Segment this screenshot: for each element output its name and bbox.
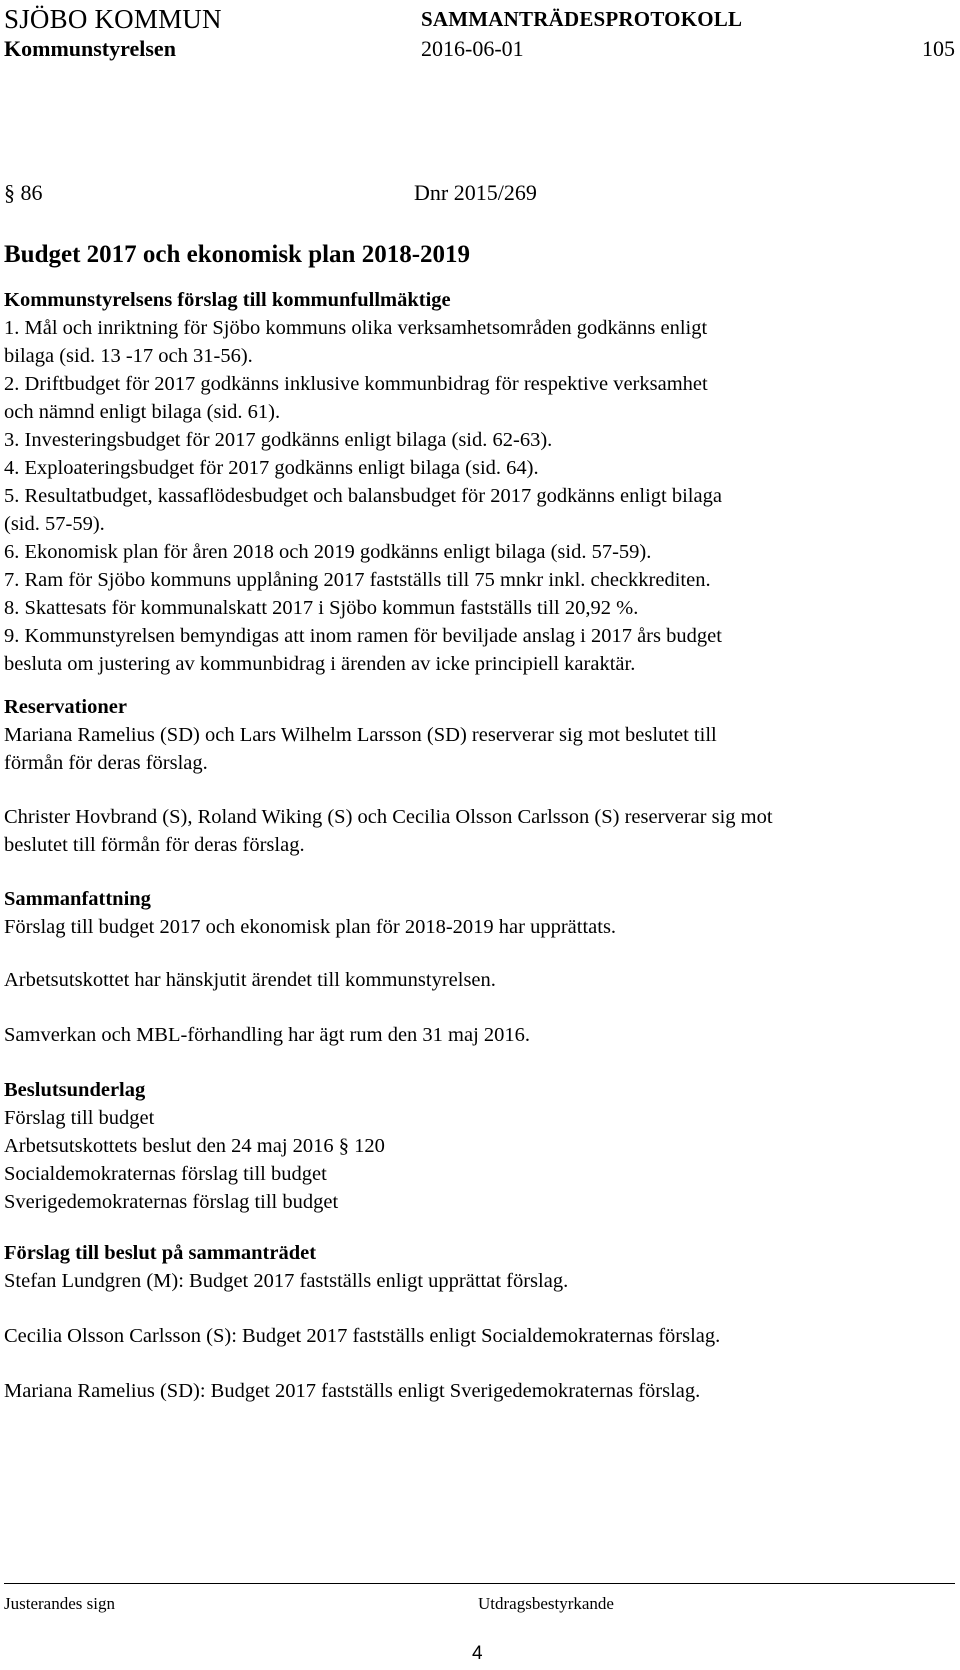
proposal-line: besluta om justering av kommunbidrag i ärenden av icke principiell karaktär. xyxy=(4,653,636,675)
summary-block xyxy=(4,885,954,941)
diary-number: Dnr 2015/269 xyxy=(414,180,537,205)
reservation-line: Christer Hovbrand (S), Roland Wiking (S) och Cecilia Olsson Carlsson (S) reserverar sig mot xyxy=(4,806,773,828)
motions-block-2 xyxy=(4,1322,954,1350)
proposal-heading: Kommunstyrelsens förslag till kommunfullmäktige xyxy=(4,289,451,311)
proposal-line: 1. Mål och inriktning för Sjöbo kommuns olika verksamhetsområden godkänns enligt xyxy=(4,317,708,339)
summary-text: Förslag till budget 2017 och ekonomisk plan för 2018-2019 har upprättats. xyxy=(4,916,617,938)
basis-item: Arbetsutskottets beslut den 24 maj 2016 § 120 xyxy=(4,1135,385,1157)
proposal-block xyxy=(4,286,954,678)
reservations-heading: Reservationer xyxy=(4,696,127,718)
proposal-line: 7. Ram för Sjöbo kommuns upplåning 2017 fastställs till 75 mnkr inkl. checkkrediten. xyxy=(4,569,711,591)
footer-page-number: 4 xyxy=(472,1643,483,1664)
proposal-line: (sid. 57-59). xyxy=(4,513,105,535)
reservations-block-2 xyxy=(4,803,954,859)
summary-block-2 xyxy=(4,966,954,994)
footer-divider xyxy=(4,1583,955,1584)
proposal-line: 4. Exploateringsbudget för 2017 godkänns enligt bilaga (sid. 64). xyxy=(4,457,539,479)
summary-text: Arbetsutskottet har hänskjutit ärendet till kommunstyrelsen. xyxy=(4,969,496,991)
proposal-line: och nämnd enligt bilaga (sid. 61). xyxy=(4,401,281,423)
summary-block-3 xyxy=(4,1021,954,1049)
proposal-line: 5. Resultatbudget, kassaflödesbudget och balansbudget för 2017 godkänns enligt bilaga xyxy=(4,485,722,507)
section-number: § 86 xyxy=(4,180,43,205)
proposal-line: 6. Ekonomisk plan för åren 2018 och 2019 godkänns enligt bilaga (sid. 57-59). xyxy=(4,541,652,563)
reservations-block xyxy=(4,693,954,777)
motions-block xyxy=(4,1239,954,1295)
summary-text: Samverkan och MBL-förhandling har ägt rum den 31 maj 2016. xyxy=(4,1024,531,1046)
motion-text: Stefan Lundgren (M): Budget 2017 fastställs enligt upprättat förslag. xyxy=(4,1270,569,1292)
basis-heading: Beslutsunderlag xyxy=(4,1079,146,1101)
meeting-date: 2016-06-01 xyxy=(421,36,524,61)
committee-name: Kommunstyrelsen xyxy=(4,36,176,61)
motions-block-3 xyxy=(4,1377,954,1405)
page-number: 105 xyxy=(922,36,955,61)
motions-heading: Förslag till beslut på sammanträdet xyxy=(4,1242,317,1264)
basis-item: Sverigedemokraternas förslag till budget xyxy=(4,1191,339,1213)
proposal-line: 9. Kommunstyrelsen bemyndigas att inom ramen för beviljade anslag i 2017 års budget xyxy=(4,625,722,647)
summary-heading: Sammanfattning xyxy=(4,888,151,910)
page-title: Budget 2017 och ekonomisk plan 2018-2019 xyxy=(4,241,471,268)
basis-item: Förslag till budget xyxy=(4,1107,155,1129)
reservation-line: beslutet till förmån för deras förslag. xyxy=(4,834,305,856)
proposal-line: bilaga (sid. 13 -17 och 31-56). xyxy=(4,345,253,367)
motion-text: Cecilia Olsson Carlsson (S): Budget 2017 fastställs enligt Socialdemokraternas förslag. xyxy=(4,1325,721,1347)
proposal-line: 8. Skattesats för kommunalskatt 2017 i Sjöbo kommun fastställs till 20,92 %. xyxy=(4,597,639,619)
footer-certification-label: Utdragsbestyrkande xyxy=(478,1594,614,1613)
reservation-line: Mariana Ramelius (SD) och Lars Wilhelm Larsson (SD) reserverar sig mot beslutet till xyxy=(4,724,717,746)
proposal-line: 2. Driftbudget för 2017 godkänns inklusive kommunbidrag för respektive verksamhet xyxy=(4,373,708,395)
proposal-line: 3. Investeringsbudget för 2017 godkänns enligt bilaga (sid. 62-63). xyxy=(4,429,553,451)
document-type: SAMMANTRÄDESPROTOKOLL xyxy=(421,7,743,31)
reservation-line: förmån för deras förslag. xyxy=(4,752,208,774)
footer-signature-label: Justerandes sign xyxy=(4,1594,115,1613)
basis-block xyxy=(4,1076,954,1216)
motion-text: Mariana Ramelius (SD): Budget 2017 fastställs enligt Sverigedemokraternas förslag. xyxy=(4,1380,701,1402)
municipality-name: SJÖBO KOMMUN xyxy=(4,4,222,34)
basis-item: Socialdemokraternas förslag till budget xyxy=(4,1163,327,1185)
